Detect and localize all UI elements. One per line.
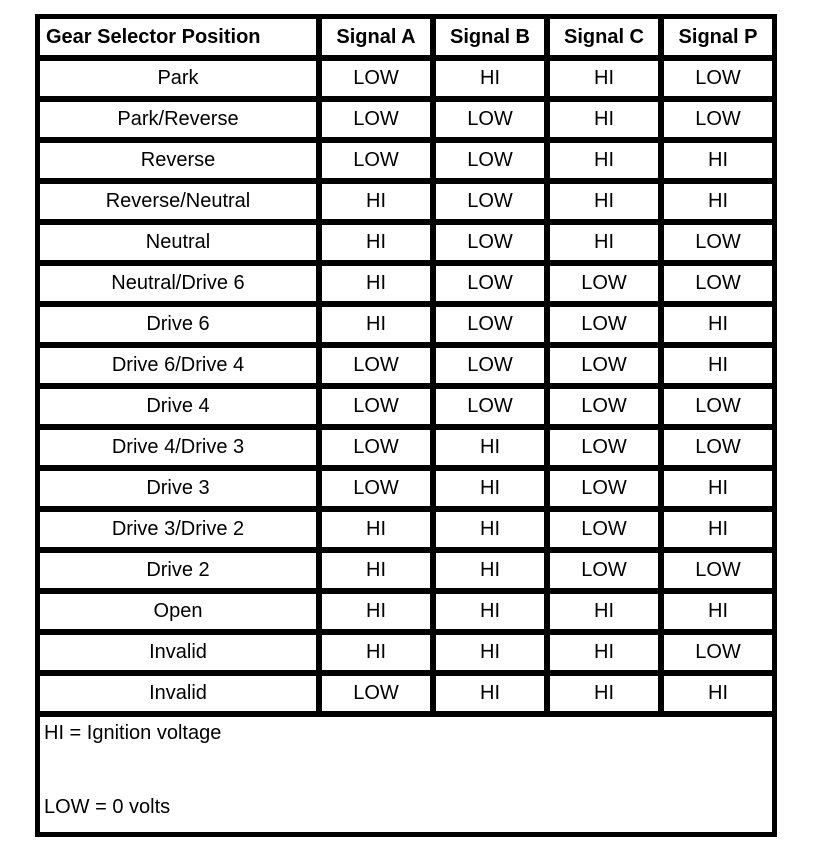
signal-cell: LOW — [433, 140, 547, 181]
position-cell: Reverse — [37, 140, 319, 181]
position-cell: Neutral/Drive 6 — [37, 263, 319, 304]
signal-cell: LOW — [319, 468, 433, 509]
signal-cell: HI — [547, 140, 661, 181]
signal-cell: HI — [319, 591, 433, 632]
signal-cell: LOW — [433, 263, 547, 304]
signal-cell: LOW — [661, 222, 775, 263]
signal-cell: LOW — [433, 181, 547, 222]
signal-cell: HI — [661, 509, 775, 550]
signal-cell: HI — [547, 99, 661, 140]
signal-cell: HI — [547, 222, 661, 263]
position-cell: Neutral — [37, 222, 319, 263]
position-cell: Drive 3/Drive 2 — [37, 509, 319, 550]
position-cell: Drive 3 — [37, 468, 319, 509]
signal-cell: HI — [433, 509, 547, 550]
position-cell: Park — [37, 58, 319, 99]
signal-cell: HI — [661, 304, 775, 345]
table-row — [37, 345, 775, 386]
signal-cell: LOW — [433, 304, 547, 345]
signal-cell: LOW — [661, 99, 775, 140]
position-cell: Drive 6/Drive 4 — [37, 345, 319, 386]
signal-cell: LOW — [319, 345, 433, 386]
table-footer — [37, 714, 775, 835]
table-row — [37, 181, 775, 222]
signal-cell: LOW — [661, 632, 775, 673]
signal-cell: LOW — [661, 386, 775, 427]
signal-cell: HI — [547, 58, 661, 99]
legend-row — [37, 714, 775, 835]
legend-hi-definition: HI = Ignition voltage — [44, 722, 222, 744]
signal-cell: HI — [319, 509, 433, 550]
signal-cell: LOW — [661, 58, 775, 99]
col-header-signal-p: Signal P — [661, 16, 775, 58]
table-row — [37, 550, 775, 591]
signal-cell: LOW — [433, 386, 547, 427]
signal-cell: LOW — [661, 550, 775, 591]
signal-cell: LOW — [547, 509, 661, 550]
signal-cell: LOW — [319, 58, 433, 99]
signal-cell: HI — [661, 591, 775, 632]
signal-cell: HI — [547, 673, 661, 714]
table-row — [37, 222, 775, 263]
signal-cell: HI — [433, 591, 547, 632]
table-body — [37, 58, 775, 714]
signal-cell: HI — [319, 222, 433, 263]
signal-cell: HI — [433, 427, 547, 468]
signal-cell: HI — [661, 468, 775, 509]
signal-cell: HI — [433, 632, 547, 673]
signal-cell: HI — [547, 591, 661, 632]
position-cell: Drive 4/Drive 3 — [37, 427, 319, 468]
signal-cell: HI — [661, 673, 775, 714]
signal-cell: HI — [661, 181, 775, 222]
signal-cell: LOW — [433, 99, 547, 140]
signal-cell: LOW — [661, 263, 775, 304]
signal-cell: HI — [319, 550, 433, 591]
position-cell: Park/Reverse — [37, 99, 319, 140]
signal-cell: HI — [433, 673, 547, 714]
signal-cell: HI — [547, 632, 661, 673]
position-cell: Drive 4 — [37, 386, 319, 427]
table-row — [37, 509, 775, 550]
table-row — [37, 673, 775, 714]
signal-cell: HI — [547, 181, 661, 222]
position-cell: Reverse/Neutral — [37, 181, 319, 222]
position-cell: Invalid — [37, 673, 319, 714]
col-header-signal-b: Signal B — [433, 16, 547, 58]
table-row — [37, 632, 775, 673]
gear-selector-signal-table — [35, 14, 777, 837]
table-row — [37, 99, 775, 140]
table-row — [37, 58, 775, 99]
signal-cell: HI — [661, 345, 775, 386]
signal-cell: LOW — [319, 427, 433, 468]
signal-cell: HI — [319, 181, 433, 222]
signal-cell: HI — [319, 263, 433, 304]
signal-cell: LOW — [547, 386, 661, 427]
table-row — [37, 386, 775, 427]
position-cell: Invalid — [37, 632, 319, 673]
legend-low-definition: LOW = 0 volts — [44, 796, 171, 818]
table-row — [37, 263, 775, 304]
table-row — [37, 304, 775, 345]
col-header-gear-selector-position: Gear Selector Position — [37, 16, 319, 58]
table-row — [37, 140, 775, 181]
signal-cell: HI — [319, 632, 433, 673]
signal-cell: LOW — [319, 140, 433, 181]
signal-cell: LOW — [319, 99, 433, 140]
signal-cell: HI — [433, 58, 547, 99]
table-row — [37, 591, 775, 632]
position-cell: Drive 2 — [37, 550, 319, 591]
signal-cell: LOW — [547, 468, 661, 509]
table-row — [37, 427, 775, 468]
signal-cell: LOW — [547, 550, 661, 591]
signal-cell: LOW — [319, 673, 433, 714]
signal-cell: LOW — [319, 386, 433, 427]
signal-cell: HI — [319, 304, 433, 345]
signal-cell: LOW — [661, 427, 775, 468]
table-header — [37, 16, 775, 58]
table-row — [37, 468, 775, 509]
signal-cell: LOW — [547, 345, 661, 386]
signal-cell: LOW — [547, 427, 661, 468]
signal-cell: HI — [433, 550, 547, 591]
legend-cell — [37, 714, 775, 835]
signal-cell: LOW — [433, 345, 547, 386]
position-cell: Open — [37, 591, 319, 632]
signal-cell: HI — [433, 468, 547, 509]
signal-cell: LOW — [433, 222, 547, 263]
position-cell: Drive 6 — [37, 304, 319, 345]
signal-cell: LOW — [547, 304, 661, 345]
col-header-signal-c: Signal C — [547, 16, 661, 58]
signal-cell: HI — [661, 140, 775, 181]
header-row — [37, 16, 775, 58]
col-header-signal-a: Signal A — [319, 16, 433, 58]
signal-cell: LOW — [547, 263, 661, 304]
